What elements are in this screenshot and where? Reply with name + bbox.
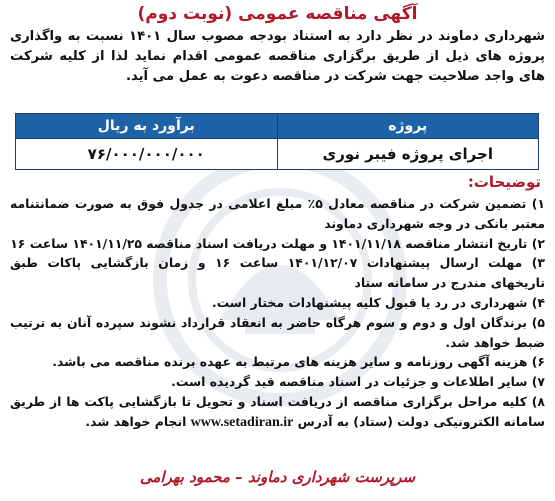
notice-title: آگهی مناقصه عمومی (نوبت دوم) xyxy=(137,4,418,24)
table-row xyxy=(16,139,539,170)
notes-list xyxy=(10,194,545,433)
note-item-8 xyxy=(10,392,545,433)
note-item: ۵) برندگان اول و دوم و سوم هرگاه حاضر به انعقاد قرارداد نشوند سپرده آنان به ترتیب ضبط خواهد شد. xyxy=(10,314,545,350)
note-item: ۲) تاریخ انتشار مناقصه ۱۴۰۱/۱۱/۱۸ و مهلت دریافت اسناد مناقصه ۱۴۰۱/۱۱/۲۵ ساعت ۱۶ xyxy=(10,235,545,251)
estimate-cell: ۷۶/۰۰۰/۰۰۰/۰۰۰ xyxy=(16,139,278,170)
note-item: ۶) هزینه آگهی روزنامه و سایر هزینه های مرتبط به عهده برنده مناقصه می باشد. xyxy=(52,354,545,370)
intro-paragraph: شهرداری دماوند در نظر دارد به استناد بودجه مصوب سال ۱۴۰۱ نسبت به واگذاری پروژه های ذیل از طریق برگزاری مناقصه عمومی اقدام نماید لذا از کلیه شرکت های واجد صلاحیت جهت شرکت در مناقصه دعوت به عمل می آید. xyxy=(10,29,545,84)
note-8-text: ۸) کلیه مراحل برگزاری مناقصه از دریافت اسناد و تحویل تا بازگشایی پاکت ها از طریق سامانه الکترونیکی دولت (ستاد) به آدرس xyxy=(10,393,545,429)
setad-url-link[interactable]: www.setadiran.ir xyxy=(190,414,294,430)
column-header-estimate: برآورد به ریال xyxy=(16,114,278,139)
column-header-project: پروژه xyxy=(277,114,539,139)
notes-heading: توضیحات: xyxy=(467,173,541,191)
note-item: ۱) تضمین شرکت در مناقصه معادل ۵٪ مبلغ اعلامی در جدول فوق به صورت ضمانتنامه معتبر بانکی در وجه شهرداری دماوند xyxy=(10,196,545,231)
table-header-row xyxy=(16,114,539,139)
note-item: ۷) سایر اطلاعات و جزئیات در اسناد مناقصه قید گردیده است. xyxy=(171,374,545,390)
tender-table xyxy=(15,113,539,170)
project-name-cell: اجرای پروژه فیبر نوری xyxy=(277,139,539,170)
note-8-text-end: انجام خواهد شد. xyxy=(85,413,191,429)
signature: سرپرست شهرداری دماوند – محمود بهرامی xyxy=(139,468,416,486)
note-item: ۳) مهلت ارسال پیشنهادات ۱۴۰۱/۱۲/۰۷ ساعت ۱۶ و زمان بازگشایی پاکات طبق تاریخهای مندرج در سامانه ستاد xyxy=(10,255,545,291)
note-item: ۴) شهرداری در رد یا قبول کلیه پیشنهادات مختار است. xyxy=(211,294,545,310)
